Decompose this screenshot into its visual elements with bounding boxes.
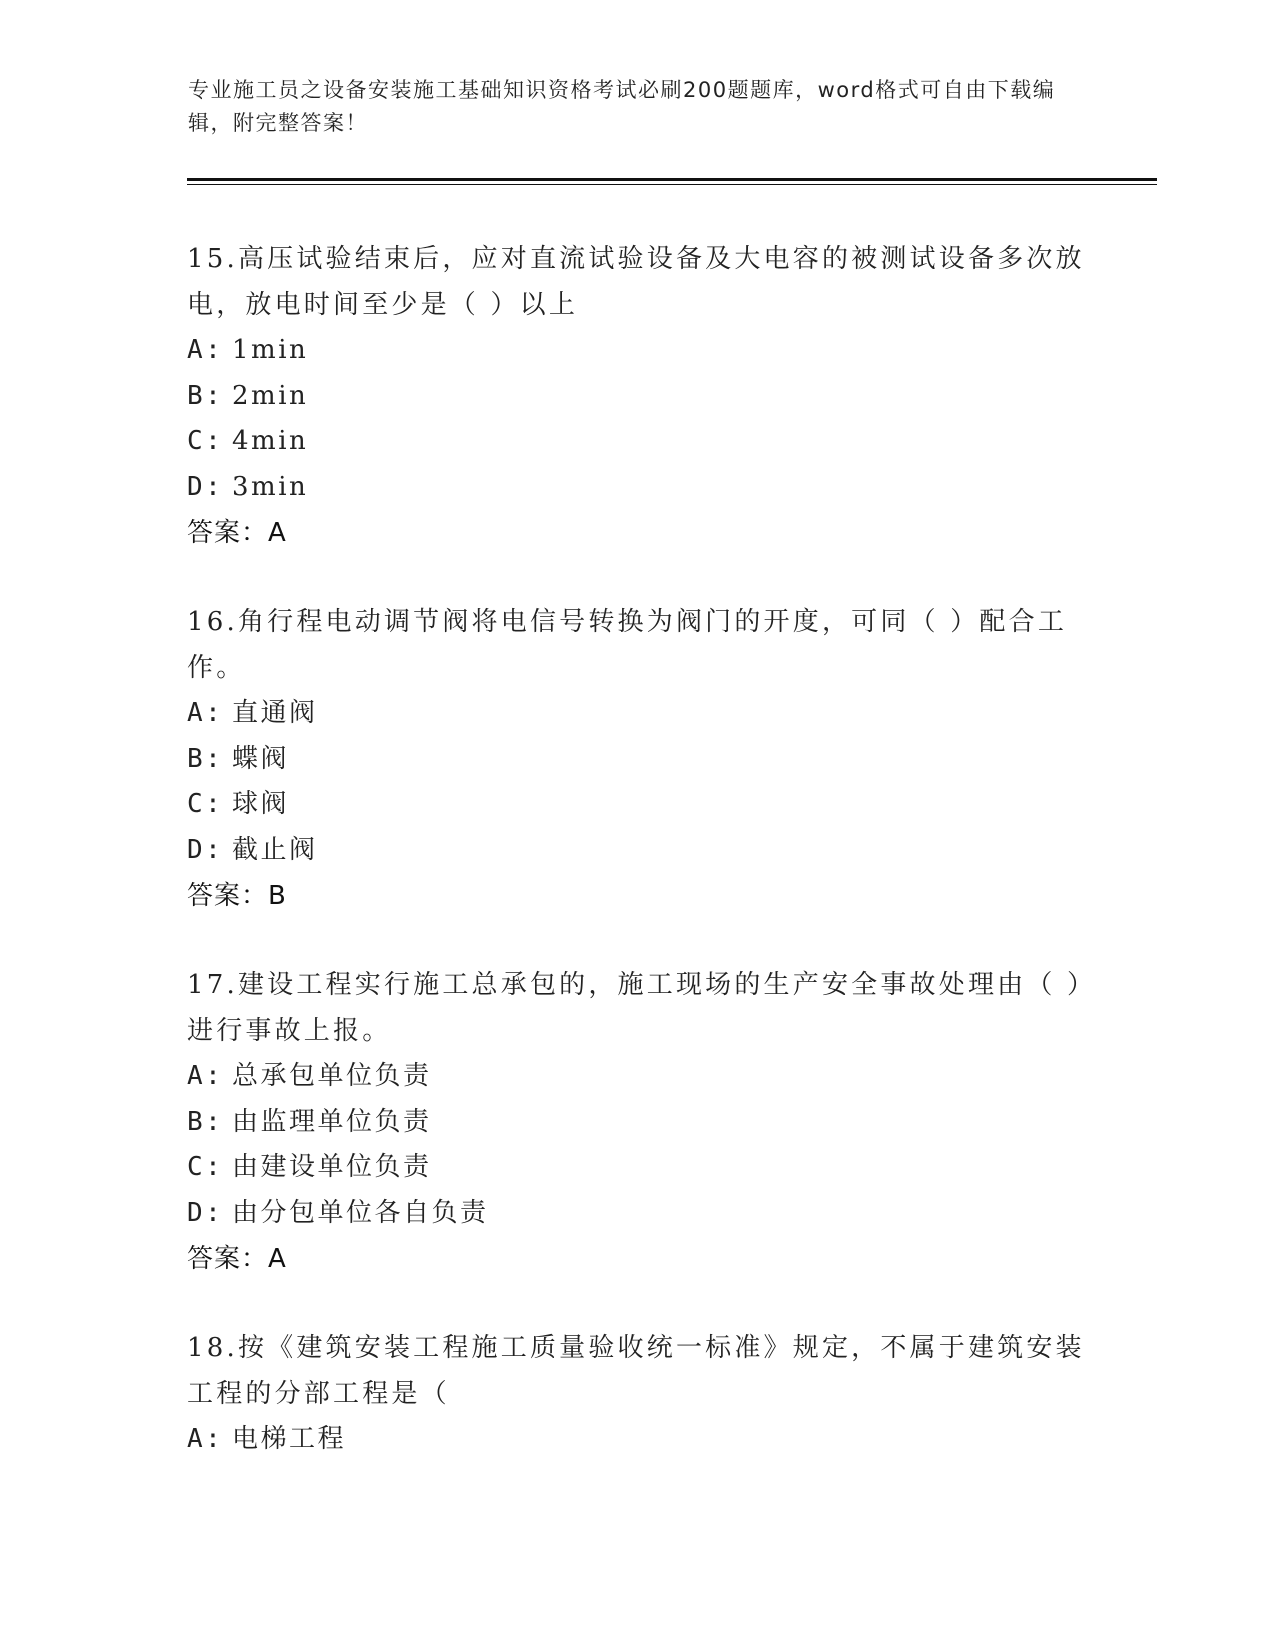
question-18 xyxy=(187,1325,1087,1463)
option-a xyxy=(187,1054,1087,1100)
option-c xyxy=(187,419,1087,465)
option-text: 直通阀 xyxy=(232,698,318,728)
option-text: 截止阀 xyxy=(232,834,318,865)
option-text: 2min xyxy=(232,380,309,411)
option-letter: D: xyxy=(187,1197,224,1228)
option-text: 蝶阀 xyxy=(232,743,290,774)
option-text: 电梯工程 xyxy=(232,1424,347,1454)
option-letter: B: xyxy=(187,743,224,774)
question-15 xyxy=(187,236,1087,556)
option-text: 由分包单位各自负责 xyxy=(232,1197,489,1228)
option-a xyxy=(187,328,1087,374)
option-letter: C: xyxy=(187,789,224,819)
option-d xyxy=(187,465,1087,511)
question-stem: 16.角行程电动调节阀将电信号转换为阀门的开度，可同（ ）配合工作。 xyxy=(187,607,1068,683)
option-text: 3min xyxy=(232,471,309,502)
option-c xyxy=(187,1145,1087,1191)
header-rule-thick xyxy=(187,178,1157,181)
header-rule-thin xyxy=(187,184,1157,185)
question-17 xyxy=(187,962,1087,1282)
answer-line: 答案：A xyxy=(187,518,287,548)
question-16 xyxy=(187,599,1087,919)
option-text: 4min xyxy=(232,426,309,456)
option-text: 由建设单位负责 xyxy=(232,1152,432,1182)
option-letter: D: xyxy=(187,471,224,502)
document-header: 专业施工员之设备安装施工基础知识资格考试必刷200题题库，word格式可自由下载编辑，附完整答案！ xyxy=(188,78,1056,135)
option-letter: C: xyxy=(187,1152,224,1182)
option-text: 球阀 xyxy=(232,789,290,819)
option-b xyxy=(187,737,1087,783)
option-letter: C: xyxy=(187,426,224,456)
option-letter: A: xyxy=(187,1061,224,1091)
option-c xyxy=(187,782,1087,828)
answer-line: 答案：A xyxy=(187,1244,287,1274)
option-text: 由监理单位负责 xyxy=(232,1106,432,1137)
option-b xyxy=(187,374,1087,420)
option-d xyxy=(187,828,1087,874)
option-letter: D: xyxy=(187,834,224,865)
option-b xyxy=(187,1100,1087,1146)
option-d xyxy=(187,1191,1087,1237)
answer-line: 答案：B xyxy=(187,881,287,911)
question-stem: 17.建设工程实行施工总承包的，施工现场的生产安全事故处理由（ ）进行事故上报。 xyxy=(187,970,1084,1046)
option-a xyxy=(187,1417,1087,1463)
option-a xyxy=(187,691,1087,737)
option-letter: B: xyxy=(187,1106,224,1137)
option-letter: A: xyxy=(187,335,224,365)
question-stem: 18.按《建筑安装工程施工质量验收统一标准》规定，不属于建筑安装工程的分部工程是（ xyxy=(187,1333,1085,1409)
option-letter: B: xyxy=(187,380,224,411)
option-text: 1min xyxy=(232,335,309,365)
question-list xyxy=(187,236,1087,1506)
option-letter: A: xyxy=(187,1424,224,1454)
option-text: 总承包单位负责 xyxy=(232,1061,432,1091)
option-letter: A: xyxy=(187,698,224,728)
question-stem: 15.高压试验结束后，应对直流试验设备及大电容的被测试设备多次放电，放电时间至少是（ ）以上 xyxy=(187,244,1085,320)
